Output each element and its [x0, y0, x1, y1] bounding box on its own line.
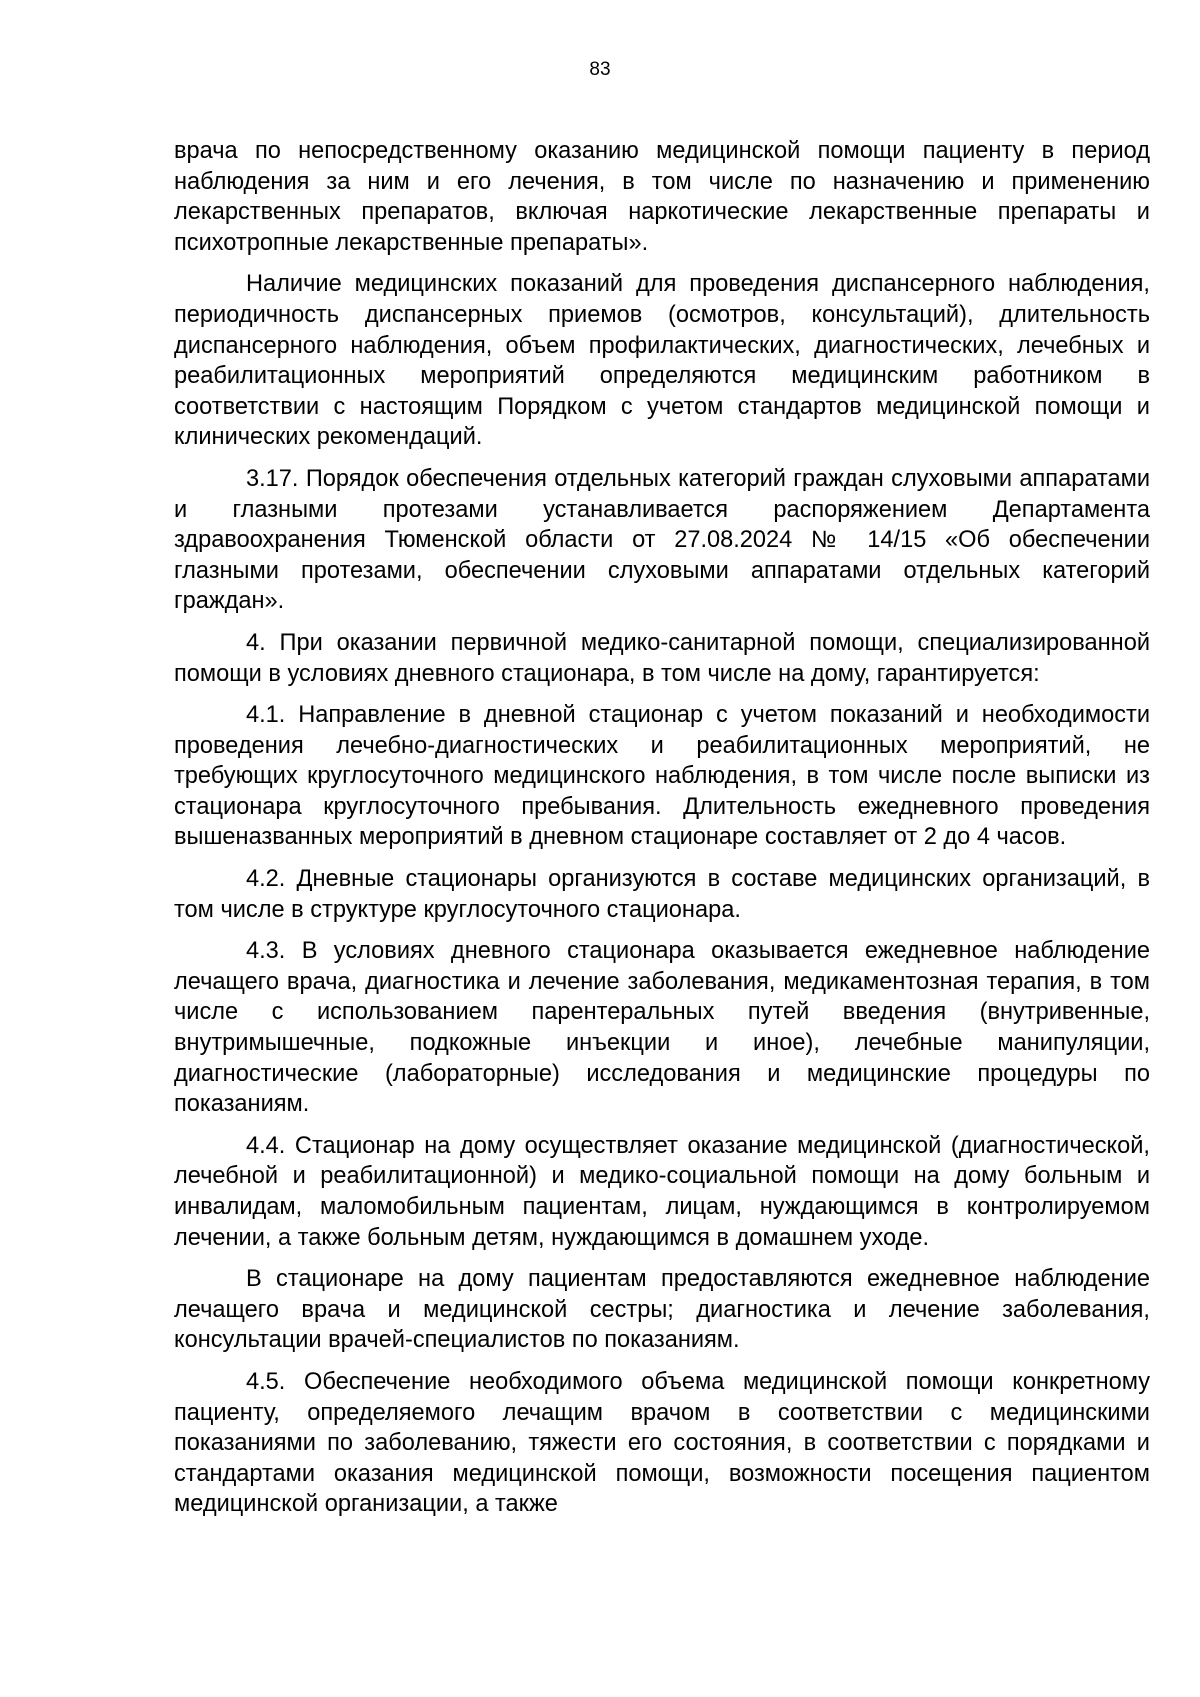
paragraph-4-3: 4.3. В условиях дневного стационара оказывается ежедневное наблюдение лечащего врача, диагностика и лечение заболевания, медикаментозная терапия, в том числе с использованием парентеральных путей введения (внутривенные, внутримышечные, подкожные инъекции и иное), лечебные манипуляции, диагностические (лабораторные) исследования и медицинские процедуры по показаниям.: [174, 938, 1150, 1118]
page-body: [174, 136, 1150, 1531]
paragraph-4: 4. При оказании первичной медико-санитарной помощи, специализированной помощи в условиях дневного стационара, в том числе на дому, гарантируется:: [174, 629, 1150, 687]
paragraph-home-hospital: В стационаре на дому пациентам предоставляются ежедневное наблюдение лечащего врача и медицинской сестры; диагностика и лечение заболевания, консультации врачей-специалистов по показаниям.: [174, 1266, 1150, 1354]
page-number: 83: [589, 59, 611, 80]
paragraph-4-4: 4.4. Стационар на дому осуществляет оказание медицинской (диагностической, лечебной и реабилитационной) и медико-социальной помощи на дому больным и инвалидам, маломобильным пациентам, лицам, нуждающимся в контролируемом лечении, а также больным детям, нуждающимся в домашнем уходе.: [174, 1132, 1150, 1251]
paragraph-4-1: 4.1. Направление в дневной стационар с учетом показаний и необходимости проведения лечебно-диагностических и реабилитационных мероприятий, не требующих круглосуточного медицинского наблюдения, в том числе после выписки из стационара круглосуточного пребывания. Длительность ежедневного проведения вышеназванных мероприятий в дневном стационаре составляет от 2 до 4 часов.: [174, 702, 1150, 851]
paragraph-continuation: врача по непосредственному оказанию медицинской помощи пациенту в период наблюдения за ним и его лечения, в том числе по назначению и применению лекарственных препаратов, включая наркотические лекарственные препараты и психотропные лекарственные препараты».: [174, 138, 1150, 256]
paragraph-4-5: 4.5. Обеспечение необходимого объема медицинской помощи конкретному пациенту, определяемого лечащим врачом в соответствии с медицинскими показаниями по заболеванию, тяжести его состояния, в соответствии с порядками и стандартами оказания медицинской помощи, возможности посещения пациентом медицинской организации, а также: [174, 1368, 1150, 1518]
paragraph-dispensary-observation: Наличие медицинских показаний для проведения диспансерного наблюдения, периодичность диспансерных приемов (осмотров, консультаций), длительность диспансерного наблюдения, объем профилактических, диагностических, лечебных и реабилитационных мероприятий определяются медицинским работником в соответствии с настоящим Порядком с учетом стандартов медицинской помощи и клинических рекомендаций.: [174, 271, 1150, 451]
paragraph-4-2: 4.2. Дневные стационары организуются в составе медицинских организаций, в том числе в структуре круглосуточного стационара.: [174, 866, 1150, 923]
paragraph-3-17: 3.17. Порядок обеспечения отдельных категорий граждан слуховыми аппаратами и глазными протезами устанавливается распоряжением Департамента здравоохранения Тюменской области от 27.08.2024 № 14/15 «Об обеспечении глазными протезами, обеспечении слуховыми аппаратами отдельных категорий граждан».: [174, 465, 1150, 615]
